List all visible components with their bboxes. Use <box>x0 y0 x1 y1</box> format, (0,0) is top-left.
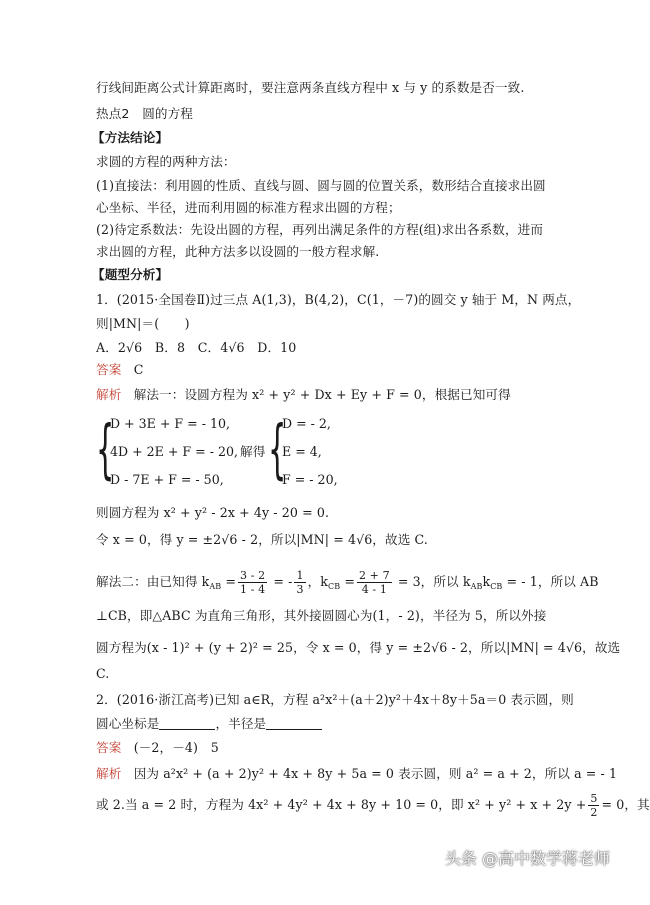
question-1-options: A．2√6 B．8 C．4√6 D．10 <box>96 340 297 355</box>
question-2-text: 圆心坐标是 ，半径是 <box>96 714 548 734</box>
solution-text: ⊥CB，即△ABC 为直角三角形，其外接圆圆心为(1，- 2)，半径为 5，所以外接 <box>96 608 547 623</box>
answer-label: 答案 <box>96 362 122 377</box>
fraction: $\frac{3 - 2}{1 - 4}$ <box>240 569 266 596</box>
method-title: 【方法结论】 <box>92 130 169 145</box>
text-line: 心坐标、半径，进而利用圆的标准方程求出圆的方程； <box>96 200 401 215</box>
equation-system-left <box>110 410 238 494</box>
question-1-text: 则|MN|＝( ) <box>96 316 190 331</box>
solve-text: 解得 <box>240 444 266 459</box>
equation: D - 7E + F = - 50, <box>110 472 224 487</box>
answer-blank <box>266 717 322 730</box>
text-line: 行线间距离公式计算距离时，要注意两条直线方程中 x 与 y 的系数是否一致. <box>96 80 525 95</box>
equation: D = - 2, <box>282 416 331 431</box>
text-line: 求圆的方程的两种方法： <box>96 154 236 169</box>
analysis-title: 【题型分析】 <box>92 267 169 282</box>
answer-blank <box>159 717 215 730</box>
fraction: $\frac{1}{3}$ <box>296 569 304 596</box>
solution-method-2: 解法二：由已知得 $k_{AB}$ = $\frac{3 - 2}{1 - 4}$ = - $\frac{1}{3}$ ，$k_{CB}$ = $\frac{2 + 7}{4 - 1}$ = 3，所以 $k_{AB}k_{CB}$ = - 1，所以 AB <box>96 569 599 596</box>
section-heading: 热点2 圆的方程 <box>96 106 193 121</box>
text-line: 求出圆的方程，此种方法多以设圆的一般方程求解. <box>96 244 380 259</box>
question-1-text: 1．(2015·全国卷Ⅱ)过三点 A(1,3)，B(4,2)，C(1，－7)的圆交 y 轴于 M，N 两点， <box>96 292 581 307</box>
equation-system-right <box>282 410 338 494</box>
question-2-text: 2．(2016·浙江高考)已知 a∈R，方程 a²x²＋(a＋2)y²＋4x＋8y＋5a＝0 表示圆，则 <box>96 692 574 707</box>
solution-text: C. <box>96 666 110 681</box>
solution-text: 令 x = 0，得 y = ±2√6 - 2，所以|MN| = 4√6，故选 C. <box>96 532 428 547</box>
left-brace: { <box>96 413 115 487</box>
right-brace: { <box>268 413 287 487</box>
equation: D + 3E + F = - 10, <box>110 416 231 431</box>
text-line: (1)直接法：利用圆的性质、直线与圆、圆与圆的位置关系，数形结合直接求出圆 <box>96 178 546 193</box>
answer-label: 答案 <box>96 740 122 755</box>
answer-value: C <box>133 362 144 377</box>
equation: E = 4, <box>282 444 322 459</box>
solution-text: 因为 a²x² + (a + 2)y² + 4x + 8y + 5a = 0 表示圆，则 a² = a + 2，所以 a = - 1 <box>133 766 618 781</box>
fraction: $\frac{5}{2}$ <box>590 792 598 819</box>
watermark: 头条 @高中数学蒋老师 <box>444 849 610 868</box>
text-line: (2)待定系数法：先设出圆的方程，再列出满足条件的方程(组)求出各系数，进而 <box>96 222 544 237</box>
solution-text: 或 2.当 a = 2 时，方程为 4x² + 4y² + 4x + 8y + 10 = 0，即 x² + y² + x + 2y + $\frac{5}{2}$ = 0，其 <box>96 792 650 819</box>
solution-text: 则圆方程为 x² + y² - 2x + 4y - 20 = 0. <box>96 505 330 520</box>
solution-label: 解析 <box>96 387 122 402</box>
solution-text: 解法一：设圆方程为 x² + y² + Dx + Ey + F = 0，根据已知可得 <box>133 387 511 402</box>
equation: F = - 20, <box>282 472 338 487</box>
answer-value: (－2，－4) 5 <box>133 740 219 755</box>
equation: 4D + 2E + F = - 20, <box>110 444 239 459</box>
solution-text: 圆方程为(x - 1)² + (y + 2)² = 25，令 x = 0，得 y = ±2√6 - 2，所以|MN| = 4√6，故选 <box>96 640 621 655</box>
solution-label: 解析 <box>96 766 122 781</box>
fraction: $\frac{2 + 7}{4 - 1}$ <box>358 569 390 596</box>
